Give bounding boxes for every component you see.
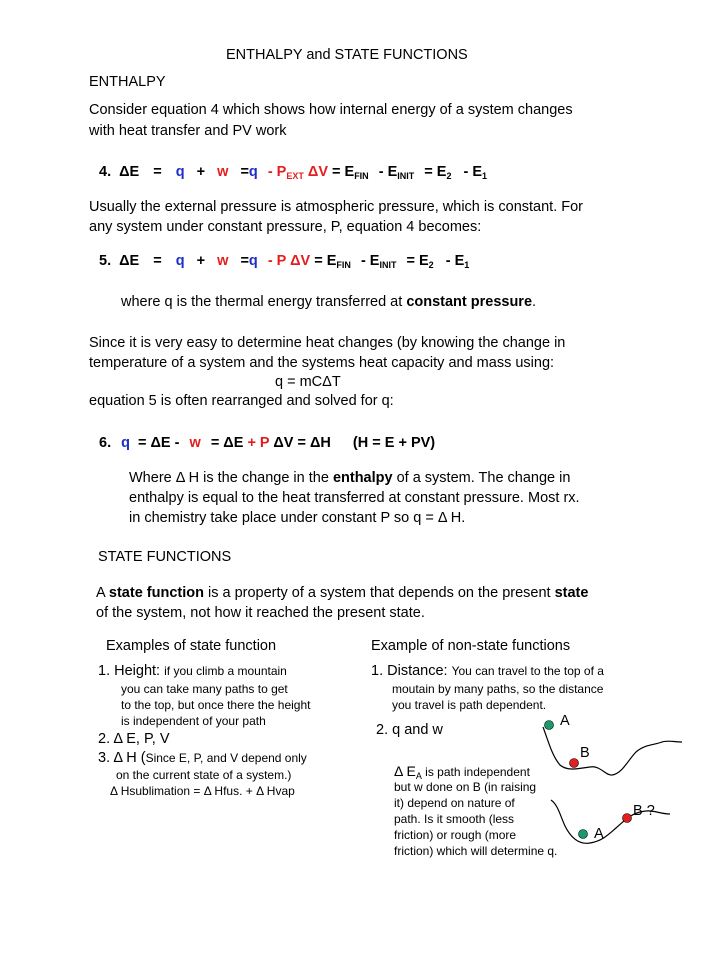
eq6-number: 6.	[99, 435, 112, 451]
eq4-e-fin: = E	[332, 164, 355, 180]
eq4-q: q	[175, 164, 185, 180]
eq5-sub-1: 1	[464, 260, 470, 270]
where-q-suffix: .	[532, 294, 537, 310]
where-h-line-3: in chemistry take place under constant P so q = Δ H.	[129, 510, 466, 526]
state-item-3	[98, 750, 307, 766]
label-a-top: A	[560, 713, 570, 729]
where-q-prefix: where q is the thermal energy transferred at	[121, 294, 407, 310]
intro-line-1: Consider equation 4 which shows how internal energy of a system changes	[89, 102, 573, 118]
eq4-e-init: - E	[378, 164, 398, 180]
eq5-delta-e: ΔE	[119, 253, 140, 269]
state-def-bold-1: state function	[108, 585, 204, 601]
note-delta-e: Δ E	[394, 763, 416, 779]
eq5-number: 5.	[99, 253, 112, 269]
eq5-w: w	[217, 253, 229, 269]
state-item-1-line-2: you can take many paths to get	[121, 682, 288, 696]
label-a-bottom: A	[594, 826, 604, 842]
usually-line-1: Usually the external pressure is atmospheric pressure, which is constant. For	[89, 199, 584, 215]
section-heading-state-functions: STATE FUNCTIONS	[98, 549, 232, 565]
nonstate-item-1-line-3: you travel is path dependent.	[392, 698, 547, 712]
intro-line-2: with heat transfer and PV work	[89, 123, 287, 139]
page-title: ENTHALPY and STATE FUNCTIONS	[226, 47, 468, 63]
label-b-question: B ?	[633, 803, 655, 819]
eq6-delta-e: = ΔE -	[138, 435, 180, 451]
state-def-pre: A	[96, 585, 109, 601]
state-def-mid: is a property of a system that depends on the present	[203, 585, 555, 601]
eq5-sub-2: 2	[428, 260, 434, 270]
usually-line-2: any system under constant pressure, P, equation 4 becomes:	[89, 219, 482, 235]
eq6-q: q	[121, 435, 130, 451]
where-q-bold: constant pressure	[406, 294, 533, 310]
nonstate-note-line-6: friction) which will determine q.	[394, 844, 558, 858]
note-sub-a: A	[415, 771, 422, 781]
q-formula: q = mCΔT	[275, 374, 341, 390]
eq5-q: q	[175, 253, 185, 269]
state-item-3-line-2: on the current state of a system.)	[116, 768, 292, 782]
equation-5	[99, 253, 469, 270]
nonstate-note-line-1	[394, 763, 530, 781]
eq4-equals: =	[153, 164, 162, 180]
point-b-bottom	[623, 814, 632, 823]
nonstate-note-line-2: but w done on B (in raising	[394, 780, 537, 794]
eq4-sub-1: 1	[482, 171, 488, 181]
note-line-1-post: is path independent	[421, 765, 530, 779]
eq5-plus: +	[196, 253, 206, 269]
state-item-1-line-4: is independent of your path	[121, 714, 266, 728]
state-item-2: 2. Δ E, P, V	[98, 731, 170, 747]
examples-state-heading: Examples of state function	[106, 638, 277, 654]
since-line-1: Since it is very easy to determine heat changes (by knowing the change in	[89, 335, 566, 351]
nonstate-item-1-label: 1. Distance:	[371, 663, 448, 679]
state-def-line-1	[96, 585, 588, 601]
where-h-post: of a system. The change in	[392, 470, 571, 486]
eq4-number: 4.	[99, 164, 112, 180]
equation-6	[99, 435, 435, 451]
nonstate-item-1-line-2: moutain by many paths, so the distance	[392, 682, 604, 696]
eq4-sub-2: 2	[446, 171, 452, 181]
state-def-bold-2: state	[554, 585, 589, 601]
eq5-equals: =	[153, 253, 162, 269]
equation-4	[99, 164, 487, 181]
nonstate-item-2: 2. q and w	[376, 722, 443, 738]
eq4-delta-e: ΔE	[119, 164, 140, 180]
eq4-e1: - E	[463, 164, 483, 180]
since-line-3: equation 5 is often rearranged and solved for q:	[89, 393, 394, 409]
where-h-pre: Where Δ H is the change in the	[129, 470, 333, 486]
eq4-delta-v: ΔV	[307, 164, 328, 180]
point-a-bottom	[579, 830, 588, 839]
section-heading-enthalpy: ENTHALPY	[89, 74, 166, 90]
state-item-3-label: 3. Δ H (	[98, 750, 146, 766]
eq5-minus-p-dv: - P ΔV	[267, 253, 311, 269]
state-item-1-text: if you climb a mountain	[164, 664, 287, 678]
eq6-dv-dh: ΔV = ΔH	[273, 435, 331, 451]
state-item-1-label: 1. Height:	[98, 663, 161, 679]
nonstate-item-1-text: You can travel to the top of a	[451, 664, 604, 678]
state-item-1	[98, 663, 287, 679]
eq4-minus-p: - P	[267, 164, 287, 180]
nonstate-note-line-5: friction) or rough (more	[394, 828, 517, 842]
eq5-e2: = E	[406, 253, 429, 269]
eq5-q2: q	[248, 253, 258, 269]
eq4-w: w	[217, 164, 229, 180]
path-curve-top	[543, 727, 682, 775]
eq5-equals-2: =	[240, 253, 249, 269]
nonstate-item-1	[371, 663, 604, 679]
label-b-top: B	[580, 745, 590, 761]
eq4-sub-ext: EXT	[286, 171, 304, 181]
eq5-e-init: - E	[360, 253, 380, 269]
point-b-top	[570, 759, 579, 768]
eq6-h-definition: (H = E + PV)	[352, 435, 436, 451]
eq4-sub-fin: FIN	[354, 171, 369, 181]
state-item-3-text: Since E, P, and V depend only	[145, 751, 307, 765]
eq4-sub-init: INIT	[397, 171, 415, 181]
nonstate-note-line-4: path. Is it smooth (less	[394, 812, 515, 826]
examples-nonstate-heading: Example of non-state functions	[371, 638, 571, 654]
point-a-top	[545, 721, 554, 730]
eq5-e-fin: = E	[314, 253, 337, 269]
where-q-text	[121, 294, 536, 310]
state-item-1-line-3: to the top, but once there the height	[121, 698, 311, 712]
eq4-plus: +	[196, 164, 206, 180]
where-h-line-1	[129, 470, 570, 486]
eq6-equals-de: = ΔE	[210, 435, 244, 451]
where-h-bold: enthalpy	[332, 470, 393, 486]
nonstate-note-line-3: it) depend on nature of	[394, 796, 515, 810]
since-line-2: temperature of a system and the systems heat capacity and mass using:	[89, 355, 555, 371]
where-h-line-2: enthalpy is equal to the heat transferred at constant pressure. Most rx.	[129, 490, 580, 506]
eq6-plus-p: + P	[247, 435, 270, 451]
state-def-line-2: of the system, not how it reached the present state.	[96, 605, 425, 621]
eq4-q2: q	[248, 164, 258, 180]
eq6-w: w	[189, 435, 201, 451]
eq4-equals-2: =	[240, 164, 249, 180]
eq4-e2: = E	[424, 164, 447, 180]
eq5-e1: - E	[445, 253, 465, 269]
eq5-sub-init: INIT	[379, 260, 397, 270]
eq5-sub-fin: FIN	[336, 260, 351, 270]
state-item-3-line-3: Δ Hsublimation = Δ Hfus. + Δ Hvap	[110, 784, 295, 798]
